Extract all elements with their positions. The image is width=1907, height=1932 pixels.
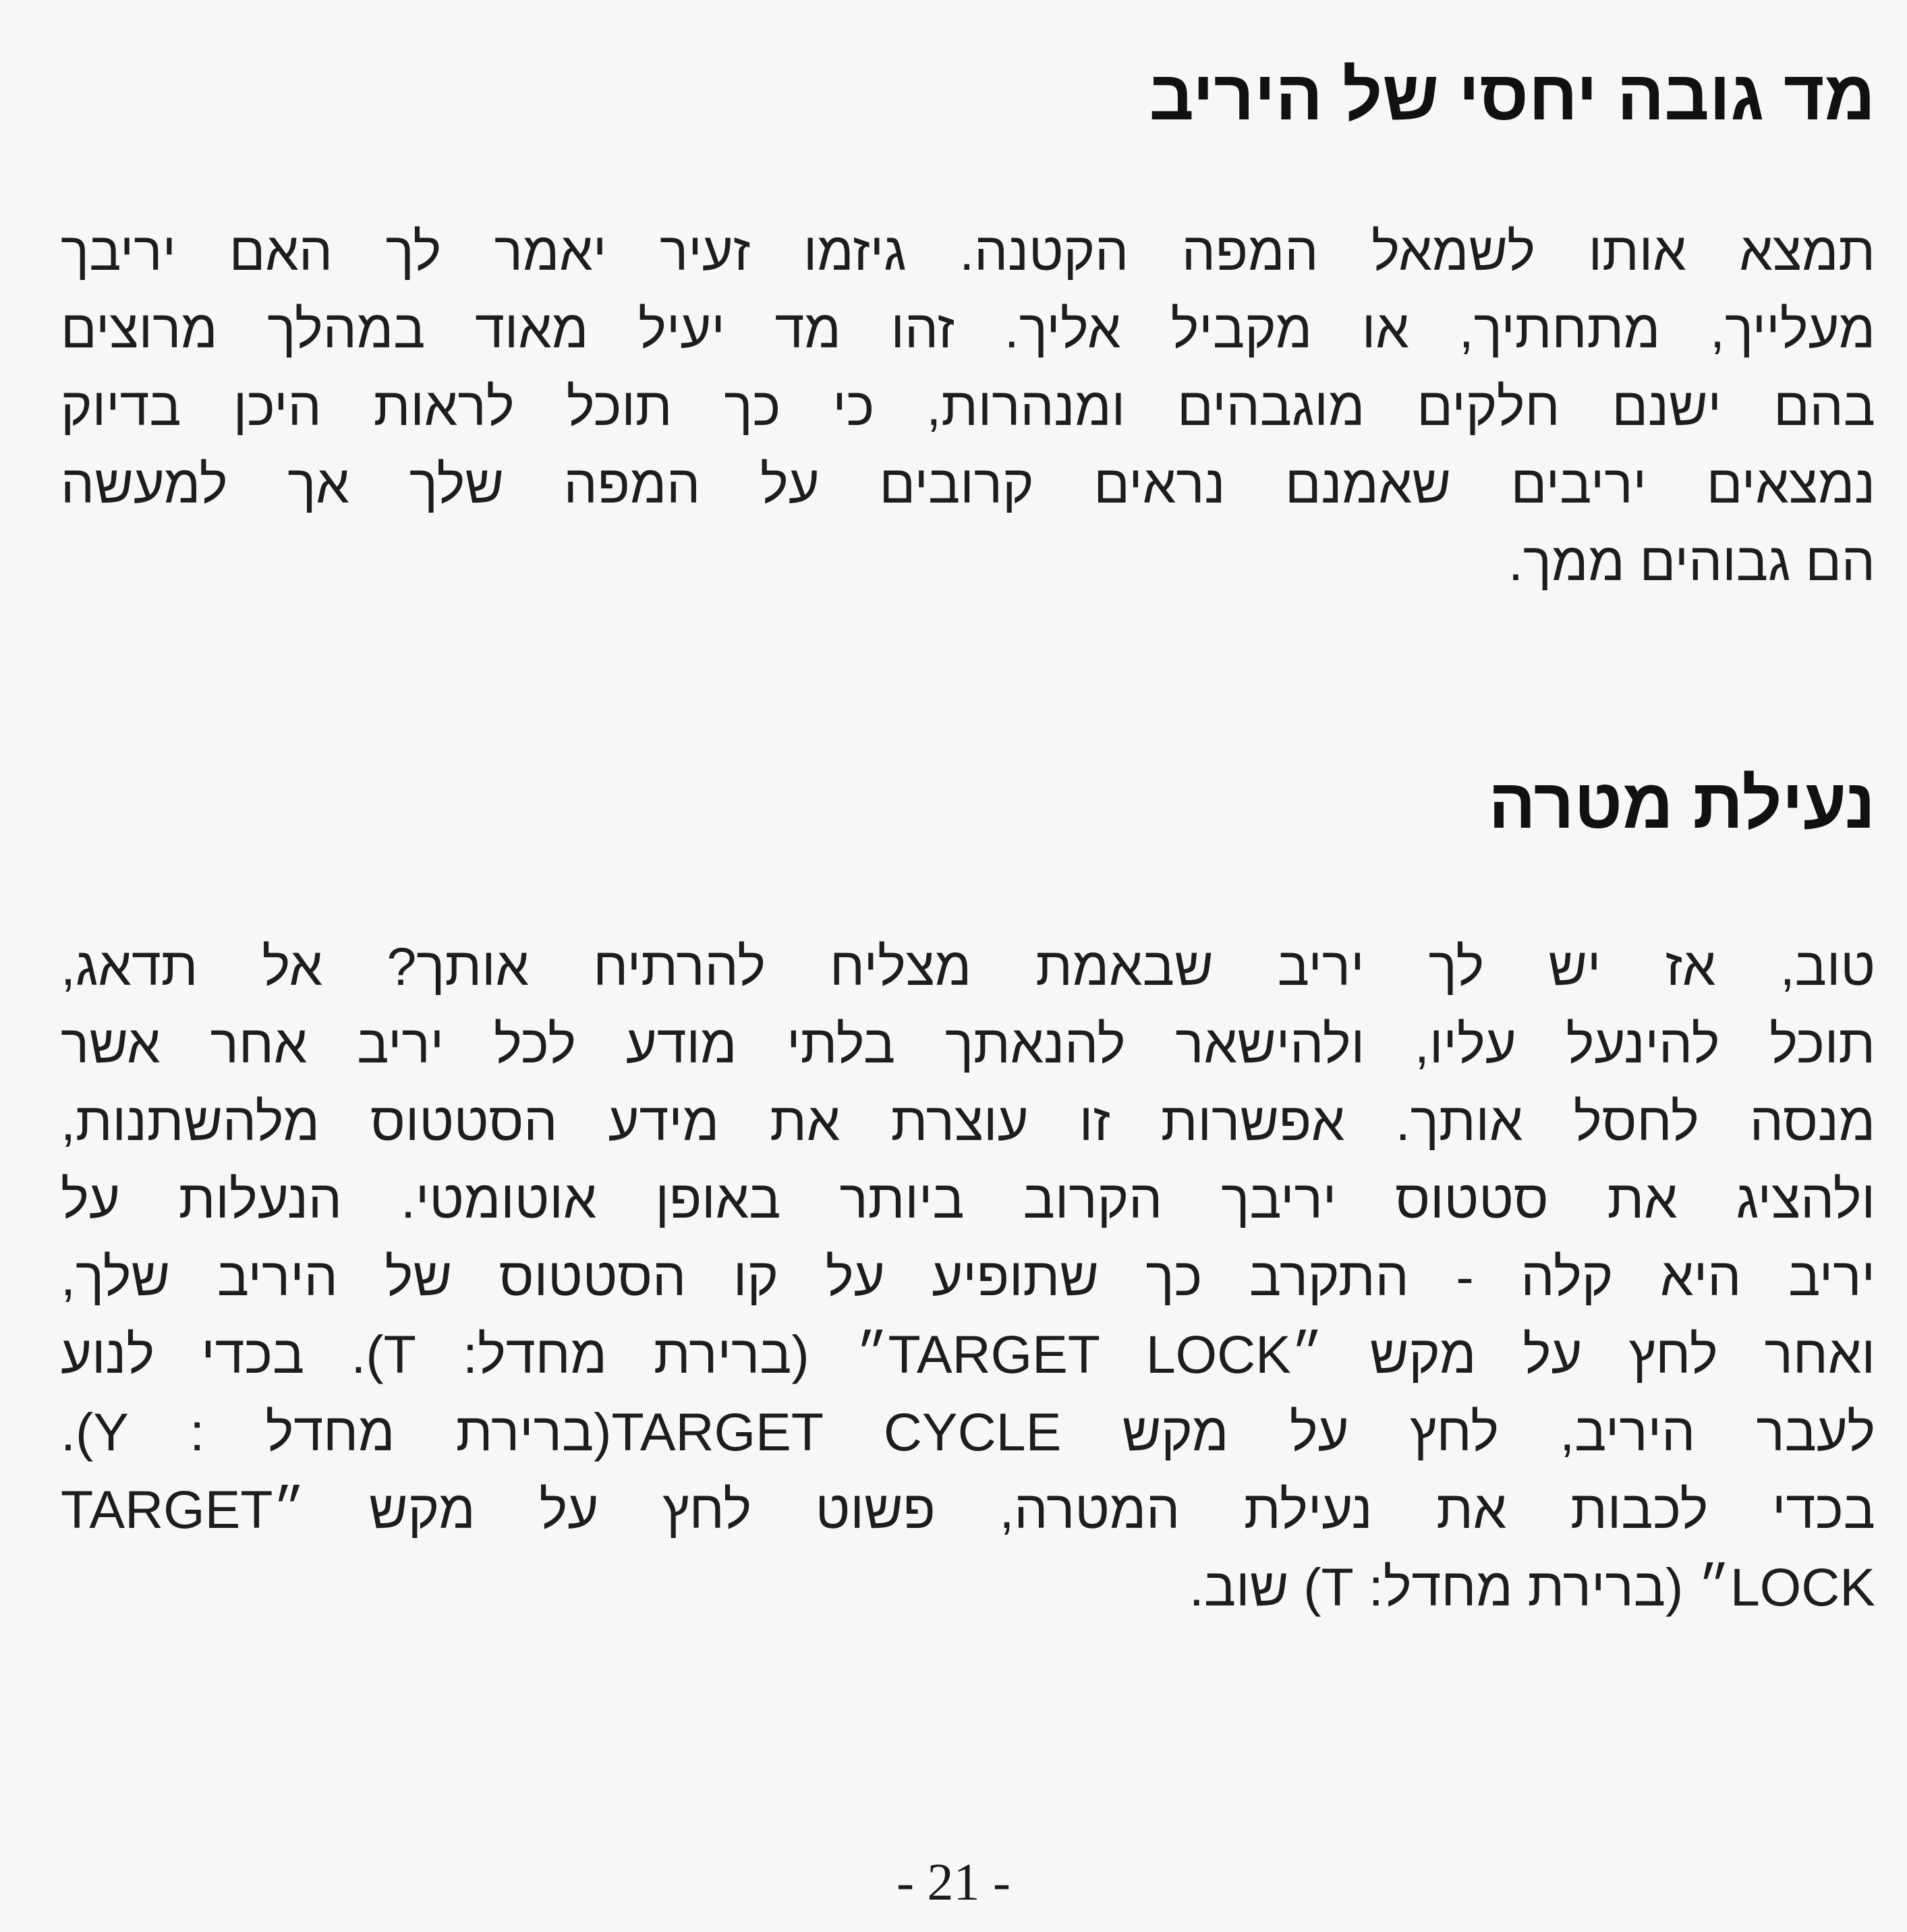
section-paragraph bbox=[61, 928, 1875, 1626]
section-paragraph bbox=[61, 212, 1875, 600]
section-heading: מד גובה יחסי של היריב bbox=[1149, 57, 1875, 135]
paragraph-line: הם גבוהים ממך. bbox=[1508, 531, 1875, 592]
paragraph-line: LOCK״ (ברירת מחדל: T) שוב. bbox=[1189, 1556, 1875, 1617]
paragraph-line: מעלייך, מתחתיך, או מקביל אליך. זהו מד יעיל מאוד במהלך מרוצים bbox=[61, 298, 1875, 359]
paragraph-line: תמצא אותו לשמאל המפה הקטנה. גיזמו זעיר יאמר לך האם יריבך bbox=[61, 221, 1875, 281]
paragraph-line: ואחר לחץ על מקש ״TARGET LOCK״ (ברירת מחדל: T). בכדי לנוע bbox=[61, 1324, 1875, 1384]
section-target-lock bbox=[61, 762, 1875, 1626]
paragraph-line: בהם ישנם חלקים מוגבהים ומנהרות, כי כך תוכל לראות היכן בדיוק bbox=[61, 376, 1875, 436]
paragraph-line: מנסה לחסל אותך. אפשרות זו עוצרת את מידע הסטטוס מלהשתנות, bbox=[61, 1091, 1875, 1152]
paragraph-line: ולהציג את סטטוס יריבך הקרוב ביותר באופן אוטומטי. הנעלות על bbox=[61, 1168, 1875, 1229]
paragraph-line: נמצאים יריבים שאמנם נראים קרובים על המפה שלך אך למעשה bbox=[61, 453, 1875, 514]
paragraph-line: טוב, אז יש לך יריב שבאמת מצליח להרתיח אותך? אל תדאג, bbox=[61, 936, 1875, 996]
paragraph-line: בכדי לכבות את נעילת המטרה, פשוט לחץ על מקש ״TARGET bbox=[61, 1479, 1875, 1539]
paragraph-line: לעבר היריב, לחץ על מקש TARGET CYCLE(ברירת מחדל : Y). bbox=[61, 1401, 1875, 1462]
paragraph-line: יריב היא קלה - התקרב כך שתופיע על קו הסטטוס של היריב שלך, bbox=[61, 1246, 1875, 1307]
section-relative-altimeter bbox=[61, 54, 1875, 600]
section-heading: נעילת מטרה bbox=[1488, 765, 1875, 843]
paragraph-line: תוכל להינעל עליו, ולהישאר להנאתך בלתי מודע לכל יריב אחר אשר bbox=[61, 1013, 1875, 1074]
page-number: - 21 - bbox=[896, 1852, 1011, 1911]
